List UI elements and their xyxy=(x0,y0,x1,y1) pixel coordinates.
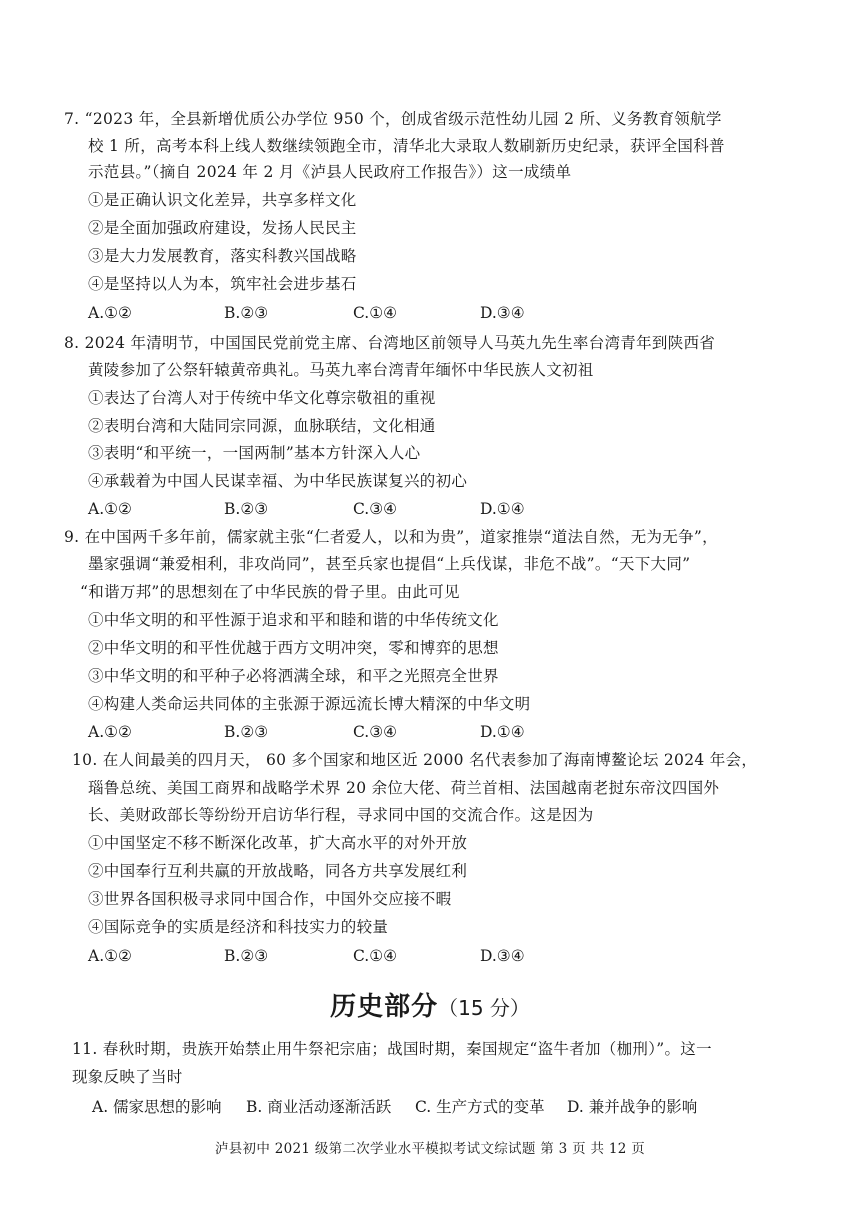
section-title: 历史部分 xyxy=(330,992,439,1022)
q7-statement-2: ②是全面加强政府建设，发扬人民民主 xyxy=(88,219,357,237)
q11-option-a[interactable]: A. 儒家思想的影响 xyxy=(92,1098,222,1116)
q11-stem-line-1: 11. 春秋时期，贵族开始禁止用牛祭祀宗庙；战国时期，秦国规定“盗牛者加（枷刑）”。这一 xyxy=(72,1040,712,1058)
q7-stem-line-2: 校 1 所，高考本科上线人数继续领跑全市，清华北大录取人数刷新历史纪录，获评全国科普 xyxy=(88,137,725,155)
q10-option-c[interactable]: C.①④ xyxy=(353,947,398,965)
q10-statement-3: ③世界各国积极寻求同中国合作，中国外交应接不暇 xyxy=(88,890,452,908)
q7-stem-line-1: 7. “2023 年，全县新增优质公办学位 950 个，创成省级示范性幼儿园 2 所、义务教育领航学 xyxy=(64,110,722,128)
q10-statement-2: ②中国奉行互利共赢的开放战略，同各方共享发展红利 xyxy=(88,862,468,880)
q10-stem-line-2: 瑙鲁总统、美国工商界和战略学术界 20 余位大佬、荷兰首相、法国越南老挝东帝汶四国外 xyxy=(88,779,720,797)
q7-statement-1: ①是正确认识文化差异，共享多样文化 xyxy=(88,191,357,209)
q8-statement-3: ③表明“和平统一，一国两制”基本方针深入人心 xyxy=(88,444,421,462)
q9-statement-1: ①中华文明的和平性源于追求和平和睦和谐的中华传统文化 xyxy=(88,611,499,629)
q8-stem-line-2: 黄陵参加了公祭轩辕黄帝典礼。马英九率台湾青年缅怀中华民族人文初祖 xyxy=(88,361,594,379)
q9-option-a[interactable]: A.①② xyxy=(88,723,132,741)
q8-statement-1: ①表达了台湾人对于传统中华文化尊宗敬祖的重视 xyxy=(88,389,436,407)
q7-option-a[interactable]: A.①② xyxy=(88,304,132,322)
q8-option-a[interactable]: A.①② xyxy=(88,500,132,518)
q11-option-d[interactable]: D. 兼并战争的影响 xyxy=(567,1098,698,1116)
q9-stem-line-2: 墨家强调“兼爱相利，非攻尚同”，甚至兵家也提倡“上兵伐谋，非危不战”。“天下大同” xyxy=(88,555,691,573)
q8-stem-line-1: 8. 2024 年清明节，中国国民党前党主席、台湾地区前领导人马英九先生率台湾青年到陕西省 xyxy=(64,334,716,352)
q8-statement-4: ④承载着为中国人民谋幸福、为中华民族谋复兴的初心 xyxy=(88,472,468,490)
q11-stem-line-2: 现象反映了当时 xyxy=(72,1068,183,1086)
q10-stem-line-1: 10. 在人间最美的四月天， 60 多个国家和地区近 2000 名代表参加了海南博鳌论坛 2024 年会， xyxy=(72,751,758,769)
q9-statement-3: ③中华文明的和平种子必将洒满全球，和平之光照亮全世界 xyxy=(88,667,499,685)
q7-option-b[interactable]: B.②③ xyxy=(224,304,269,322)
q9-option-b[interactable]: B.②③ xyxy=(224,723,269,741)
q9-option-d[interactable]: D.①④ xyxy=(480,723,525,741)
q8-option-b[interactable]: B.②③ xyxy=(224,500,269,518)
q11-option-c[interactable]: C. 生产方式的变革 xyxy=(415,1098,545,1116)
q7-stem-line-3: 示范县。”（摘自 2024 年 2 月《泸县人民政府工作报告》）这一成绩单 xyxy=(88,163,572,181)
q8-option-d[interactable]: D.①④ xyxy=(480,500,525,518)
q10-option-d[interactable]: D.③④ xyxy=(480,947,525,965)
q8-statement-2: ②表明台湾和大陆同宗同源，血脉联结，文化相通 xyxy=(88,417,436,435)
q7-option-d[interactable]: D.③④ xyxy=(480,304,525,322)
q7-statement-3: ③是大力发展教育，落实科教兴国战略 xyxy=(88,247,357,265)
section-heading xyxy=(0,986,860,1023)
q11-option-b[interactable]: B. 商业活动逐渐活跃 xyxy=(246,1098,392,1116)
q9-stem-line-3: “和谐万邦”的思想刻在了中华民族的骨子里。由此可见 xyxy=(80,583,460,601)
q10-option-a[interactable]: A.①② xyxy=(88,947,132,965)
q9-stem-line-1: 9. 在中国两千多年前，儒家就主张“仁者爱人，以和为贵”，道家推崇“道法自然，无为无争”， xyxy=(64,528,718,546)
page-footer: 泸县初中 2021 级第二次学业水平模拟考试文综试题 第 3 页 共 12 页 xyxy=(214,1141,646,1157)
q10-stem-line-3: 长、美财政部长等纷纷开启访华行程，寻求同中国的交流合作。这是因为 xyxy=(88,806,594,824)
q9-statement-2: ②中华文明的和平性优越于西方文明冲突，零和博弈的思想 xyxy=(88,639,499,657)
section-score: （15 分） xyxy=(438,996,530,1020)
q10-statement-4: ④国际竞争的实质是经济和科技实力的较量 xyxy=(88,918,389,936)
q7-option-c[interactable]: C.①④ xyxy=(353,304,398,322)
q10-statement-1: ①中国坚定不移不断深化改革，扩大高水平的对外开放 xyxy=(88,834,468,852)
q8-option-c[interactable]: C.③④ xyxy=(353,500,398,518)
q7-statement-4: ④是坚持以人为本，筑牢社会进步基石 xyxy=(88,275,357,293)
q9-option-c[interactable]: C.③④ xyxy=(353,723,398,741)
q9-statement-4: ④构建人类命运共同体的主张源于源远流长博大精深的中华文明 xyxy=(88,695,531,713)
q10-option-b[interactable]: B.②③ xyxy=(224,947,269,965)
